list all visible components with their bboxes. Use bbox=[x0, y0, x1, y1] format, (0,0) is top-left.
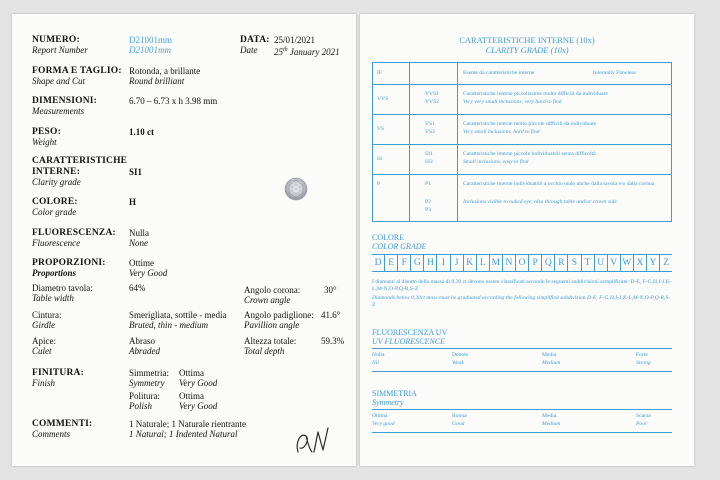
clarity-row bbox=[373, 115, 671, 145]
polish-value: Ottima bbox=[179, 391, 204, 401]
comments-value-sub: 1 Natural; 1 Indented Natural bbox=[129, 429, 238, 439]
clarity-sub: Clarity grade bbox=[32, 177, 81, 187]
report-number-sub: Report Number bbox=[32, 45, 88, 55]
comments-label: COMMENTI: bbox=[32, 419, 93, 429]
dimensions-sub: Measurements bbox=[32, 106, 85, 116]
clarity-row-grade: P bbox=[377, 181, 381, 187]
symmetry-level-it: Scarsa bbox=[636, 413, 651, 419]
color-grade-cell: F bbox=[398, 255, 411, 271]
clarity-subgrade: VS1 bbox=[425, 121, 435, 127]
color-scale-title: COLORE bbox=[372, 233, 404, 242]
fluorescence-label: FLUORESCENZA: bbox=[32, 228, 116, 238]
polish-value-sub: Very Good bbox=[179, 401, 218, 411]
report-number-value: D21001mm bbox=[129, 35, 173, 45]
symmetry-scale-title-sub: Symmetry bbox=[372, 398, 404, 407]
color-note-it: I diamanti al disotto della massa di 0,30 ct devono essere classificati secondo le seguenti suddivisioni semplificate: D-E, F-G,H,I-J,K-L,M-N,O-P,Q-R,S-Z bbox=[372, 279, 672, 293]
shape-value-sub: Round brilliant bbox=[129, 76, 185, 86]
crown-angle-value: 30° bbox=[324, 285, 337, 295]
culet-label: Apice: bbox=[32, 336, 56, 346]
clarity-subgrade: VVS1 bbox=[425, 91, 439, 97]
clarity-row-grade: IF bbox=[377, 70, 382, 76]
girdle-sub: Girdle bbox=[32, 320, 56, 330]
fluo-level-en: Medium bbox=[542, 360, 561, 366]
fluorescence-sub: Fluorescence bbox=[32, 238, 81, 248]
symmetry-level-en: Very good bbox=[372, 421, 395, 427]
color-grade-cell: G bbox=[411, 255, 424, 271]
fluo-level-it: Debole bbox=[452, 352, 469, 358]
report-number-value-sub: D21001mm bbox=[129, 45, 171, 55]
diamond-photo-icon bbox=[284, 177, 308, 201]
clarity-row-text-it: Caratteristiche interne individuabili a occhio nudo anche dalla tavola e/o dalla corona bbox=[463, 181, 655, 187]
dimensions-value: 6.70 – 6.73 x h 3.98 mm bbox=[129, 96, 218, 106]
symmetry-label: Simmetria: bbox=[129, 368, 169, 378]
color-grade-cell: Z bbox=[663, 258, 670, 268]
symmetry-scale-title: SIMMETRIA bbox=[372, 389, 417, 398]
clarity-value: SI1 bbox=[129, 167, 143, 177]
color-grade-cell: V bbox=[608, 255, 621, 271]
color-grade-cell: H bbox=[424, 255, 437, 271]
symmetry-level-it: Buona bbox=[452, 413, 467, 419]
girdle-value: Smerigliata, sottile - media bbox=[129, 310, 227, 320]
clarity-subgrade: P3 bbox=[425, 207, 431, 213]
culet-sub: Culet bbox=[32, 346, 52, 356]
clarity-row bbox=[373, 63, 671, 85]
report-number-label: NUMERO: bbox=[32, 35, 80, 45]
symmetry-value: Ottima bbox=[179, 368, 204, 378]
color-grade-cell: I bbox=[437, 255, 450, 271]
color-grade-cell: Y bbox=[647, 255, 660, 271]
color-grade-cell: R bbox=[555, 255, 568, 271]
fluorescence-value: Nulla bbox=[129, 228, 149, 238]
clarity-subgrade: SI1 bbox=[425, 151, 433, 157]
pavilion-angle-value: 41.6° bbox=[321, 310, 341, 320]
proportions-sub: Proportions bbox=[32, 268, 77, 278]
symmetry-level-it: Ottima bbox=[372, 413, 388, 419]
clarity-row-text-en: Small inclusions, easy to find bbox=[463, 159, 529, 165]
symmetry-sub: Symmetry bbox=[129, 378, 165, 388]
shape-label: FORMA E TAGLIO: bbox=[32, 66, 122, 76]
fluo-level-it: Nulla bbox=[372, 352, 385, 358]
clarity-row-grade: VVS bbox=[377, 96, 389, 102]
clarity-row-grade: VS bbox=[377, 126, 385, 132]
symmetry-level-en: Good bbox=[452, 421, 465, 427]
symmetry-level-en: Poor bbox=[636, 421, 648, 427]
color-grade-cell: N bbox=[503, 255, 516, 271]
color-label: COLORE: bbox=[32, 197, 78, 207]
table-width-label: Diametro tavola: bbox=[32, 283, 93, 293]
symmetry-value-sub: Very Good bbox=[179, 378, 218, 388]
color-grade-cell: M bbox=[490, 255, 503, 271]
weight-sub: Weight bbox=[32, 137, 57, 147]
date-label: DATA: bbox=[240, 35, 270, 45]
crown-angle-label: Angolo corona: bbox=[244, 285, 301, 295]
certificate-right-page bbox=[360, 14, 694, 466]
fluorescence-value-sub: None bbox=[129, 238, 148, 248]
date-value: 25/01/2021 bbox=[274, 35, 316, 45]
color-grade-cell: E bbox=[385, 255, 398, 271]
dimensions-label: DIMENSIONI: bbox=[32, 96, 98, 106]
clarity-subgrade: P1 bbox=[425, 181, 431, 187]
color-grade-cell: O bbox=[516, 255, 529, 271]
color-grade-cell: P bbox=[529, 255, 542, 271]
comments-sub: Comments bbox=[32, 429, 70, 439]
symmetry-level-it: Media bbox=[542, 413, 557, 419]
symmetry-level-en: Medium bbox=[542, 421, 561, 427]
clarity-row-text-en: Very very small inclusions, very hard to find bbox=[463, 99, 562, 105]
color-grade-cell: S bbox=[568, 255, 581, 271]
clarity-label-line1: CARATTERISTICHE bbox=[32, 156, 128, 166]
polish-sub: Polish bbox=[129, 401, 153, 411]
color-grade-cell: D bbox=[372, 255, 385, 271]
color-value: H bbox=[129, 197, 137, 207]
color-note-en: Diamonds below 0,30ct mass must be graduated according the following simplified subdivision D-E, F-G,H,I-J,K-L,M-N,O-P,Q-R,S-Z bbox=[372, 295, 670, 309]
date-value-sub: 25th January 2021 bbox=[274, 47, 340, 57]
finish-sub: Finish bbox=[32, 378, 56, 388]
finish-label: FINITURA: bbox=[32, 368, 84, 378]
signature-mark-icon bbox=[292, 422, 336, 458]
proportions-value: Ottime bbox=[129, 258, 154, 268]
clarity-scale-table bbox=[372, 62, 672, 222]
girdle-label: Cintura: bbox=[32, 310, 62, 320]
clarity-row-text-it: Caratteristiche interne piccolissime molto difficili da individuare bbox=[463, 91, 608, 97]
crown-angle-sub: Crown angle bbox=[244, 295, 291, 305]
clarity-row-text-en: Internally Flawless bbox=[593, 70, 636, 76]
clarity-subgrade: SI2 bbox=[425, 159, 433, 165]
fluo-scale-title-sub: UV FLUORESCENCE bbox=[372, 337, 445, 346]
color-grade-cell: J bbox=[451, 255, 464, 271]
pavilion-angle-label: Angolo padiglione: bbox=[244, 310, 314, 320]
weight-value: 1.10 ct bbox=[129, 127, 154, 137]
clarity-row-text-it: Caratteristiche interne piccole individuabili senza difficoltà bbox=[463, 151, 596, 157]
fluo-level-en: Strong bbox=[636, 360, 651, 366]
clarity-row-text-it: Esente da caratteristiche interne bbox=[463, 70, 535, 76]
clarity-row bbox=[373, 175, 671, 221]
culet-value: Abraso bbox=[129, 336, 155, 346]
color-grade-cell: T bbox=[582, 255, 595, 271]
girdle-value-sub: Bruted, thin - medium bbox=[129, 320, 208, 330]
total-depth-sub: Total depth bbox=[244, 346, 285, 356]
polish-label: Politura: bbox=[129, 391, 160, 401]
clarity-subgrade: VS2 bbox=[425, 129, 435, 135]
color-scale-title-sub: COLOR GRADE bbox=[372, 242, 427, 251]
table-width-sub: Table width bbox=[32, 293, 74, 303]
clarity-row-text-en: Inclusions visible to naked eye, also through table and/or crown side bbox=[463, 199, 617, 205]
color-grade-cell: X bbox=[634, 255, 647, 271]
fluo-level-it: Forte bbox=[636, 352, 648, 358]
proportions-label: PROPORZIONI: bbox=[32, 258, 106, 268]
clarity-row-text-it: Caratteristiche interne molto piccole difficili da individuare bbox=[463, 121, 597, 127]
clarity-scale-title: CARATTERISTICHE INTERNE (10x) bbox=[459, 35, 595, 45]
clarity-subgrade: P2 bbox=[425, 199, 431, 205]
clarity-label-line2: INTERNE: bbox=[32, 167, 81, 177]
fluo-scale-title: FLUORESCENZA UV bbox=[372, 328, 448, 337]
clarity-row bbox=[373, 145, 671, 175]
culet-value-sub: Abraded bbox=[129, 346, 160, 356]
table-width-value: 64% bbox=[129, 283, 146, 293]
shape-value: Rotonda, a brillante bbox=[129, 66, 201, 76]
color-grade-cell: Q bbox=[542, 255, 555, 271]
color-grade-cell: U bbox=[595, 255, 608, 271]
comments-value: 1 Naturale; 1 Naturale rientrante bbox=[129, 419, 246, 429]
total-depth-label: Altezza totale: bbox=[244, 336, 297, 346]
weight-label: PESO: bbox=[32, 127, 61, 137]
proportions-value-sub: Very Good bbox=[129, 268, 168, 278]
color-grade-scale bbox=[372, 254, 672, 272]
color-sub: Color grade bbox=[32, 207, 77, 217]
total-depth-value: 59.3% bbox=[321, 336, 345, 346]
color-grade-cell: L bbox=[477, 255, 490, 271]
clarity-row bbox=[373, 85, 671, 115]
fluo-level-en: Weak bbox=[452, 360, 464, 366]
fluo-level-en: Nil bbox=[372, 360, 379, 366]
clarity-row-grade: SI bbox=[377, 156, 382, 162]
date-sub: Date bbox=[240, 45, 258, 55]
pavilion-angle-sub: Pavillion angle bbox=[244, 320, 300, 330]
clarity-row-text-en: Very small inclusions, hard to find bbox=[463, 129, 540, 135]
color-grade-cell: K bbox=[464, 255, 477, 271]
fluo-level-it: Media bbox=[542, 352, 557, 358]
certificate-left-page bbox=[12, 14, 356, 466]
clarity-subgrade: VVS2 bbox=[425, 99, 439, 105]
color-grade-cell: W bbox=[621, 255, 634, 271]
shape-sub: Shape and Cut bbox=[32, 76, 85, 86]
clarity-scale-title-sub: CLARITY GRADE (10x) bbox=[485, 45, 569, 55]
